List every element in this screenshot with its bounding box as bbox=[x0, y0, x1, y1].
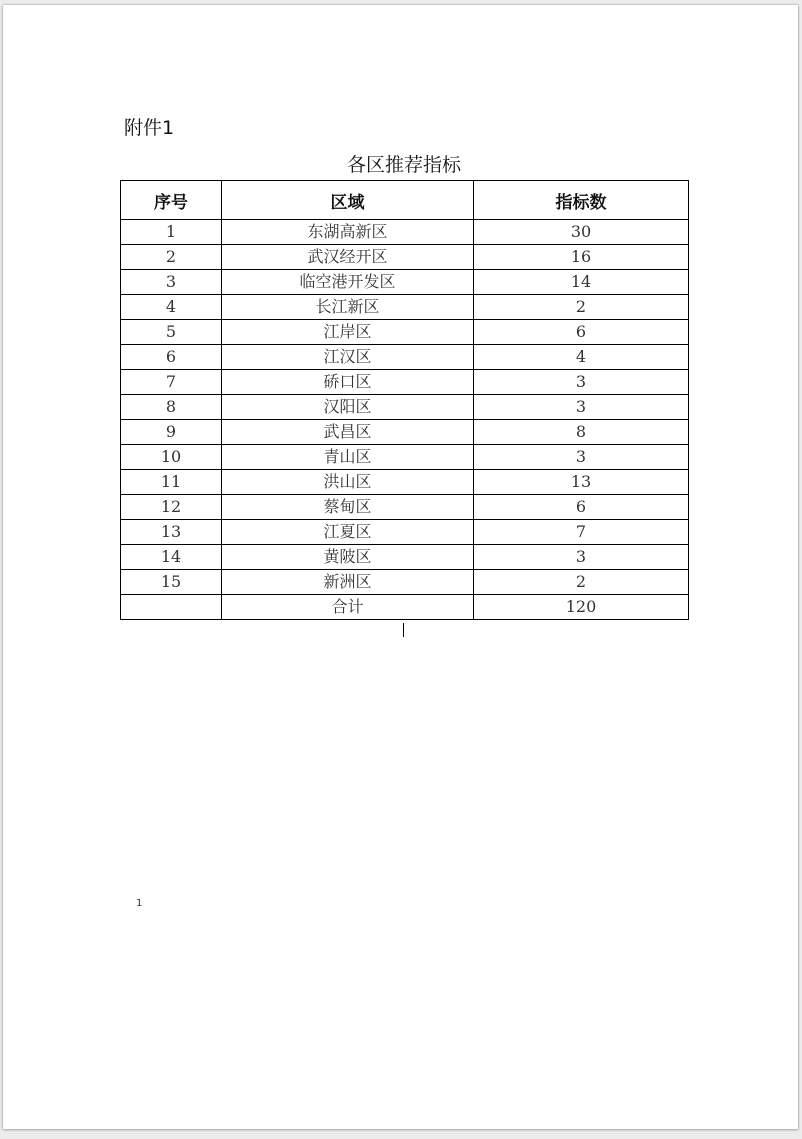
header-district: 区域 bbox=[222, 181, 474, 220]
indicator-count: 6 bbox=[474, 320, 689, 345]
indicator-count: 30 bbox=[474, 220, 689, 245]
serial-no: 15 bbox=[121, 570, 222, 595]
table-row bbox=[121, 420, 689, 445]
district-name: 汉阳区 bbox=[222, 395, 474, 420]
text-cursor-mark bbox=[403, 623, 404, 637]
indicator-count: 4 bbox=[474, 345, 689, 370]
serial-no: 5 bbox=[121, 320, 222, 345]
table-row bbox=[121, 370, 689, 395]
table-row bbox=[121, 295, 689, 320]
serial-no: 1 bbox=[121, 220, 222, 245]
serial-no: 2 bbox=[121, 245, 222, 270]
district-indicator-table bbox=[120, 180, 689, 620]
serial-no: 9 bbox=[121, 420, 222, 445]
district-name: 青山区 bbox=[222, 445, 474, 470]
table-row bbox=[121, 470, 689, 495]
indicator-count: 3 bbox=[474, 445, 689, 470]
indicator-count: 6 bbox=[474, 495, 689, 520]
table-row bbox=[121, 395, 689, 420]
header-indicator-count: 指标数 bbox=[474, 181, 689, 220]
attachment-label: 附件1 bbox=[124, 117, 175, 139]
table-row bbox=[121, 270, 689, 295]
serial-no: 10 bbox=[121, 445, 222, 470]
serial-no: 4 bbox=[121, 295, 222, 320]
header-serial-no: 序号 bbox=[121, 181, 222, 220]
indicator-count: 16 bbox=[474, 245, 689, 270]
district-name: 东湖高新区 bbox=[222, 220, 474, 245]
indicator-count: 3 bbox=[474, 370, 689, 395]
district-name: 新洲区 bbox=[222, 570, 474, 595]
table-total-row bbox=[121, 595, 689, 620]
table-row bbox=[121, 320, 689, 345]
table-row bbox=[121, 520, 689, 545]
district-name: 长江新区 bbox=[222, 295, 474, 320]
indicator-count: 3 bbox=[474, 395, 689, 420]
district-name: 硚口区 bbox=[222, 370, 474, 395]
serial-no: 6 bbox=[121, 345, 222, 370]
district-name: 临空港开发区 bbox=[222, 270, 474, 295]
table-row bbox=[121, 570, 689, 595]
district-name: 武昌区 bbox=[222, 420, 474, 445]
table-header-row bbox=[121, 181, 689, 220]
district-name: 洪山区 bbox=[222, 470, 474, 495]
total-serial-no bbox=[121, 595, 222, 620]
indicator-count: 2 bbox=[474, 570, 689, 595]
total-count: 120 bbox=[474, 595, 689, 620]
document-title: 各区推荐指标 bbox=[346, 154, 461, 176]
indicator-count: 14 bbox=[474, 270, 689, 295]
page-number: 1 bbox=[136, 898, 143, 909]
serial-no: 7 bbox=[121, 370, 222, 395]
district-name: 江夏区 bbox=[222, 520, 474, 545]
serial-no: 8 bbox=[121, 395, 222, 420]
table-row bbox=[121, 495, 689, 520]
serial-no: 14 bbox=[121, 545, 222, 570]
table-row bbox=[121, 245, 689, 270]
total-label: 合计 bbox=[222, 595, 474, 620]
indicator-count: 13 bbox=[474, 470, 689, 495]
table-row bbox=[121, 545, 689, 570]
district-name: 武汉经开区 bbox=[222, 245, 474, 270]
serial-no: 12 bbox=[121, 495, 222, 520]
district-name: 江岸区 bbox=[222, 320, 474, 345]
district-name: 江汉区 bbox=[222, 345, 474, 370]
indicator-count: 8 bbox=[474, 420, 689, 445]
document-page bbox=[3, 5, 798, 1129]
table-row bbox=[121, 345, 689, 370]
indicator-count: 2 bbox=[474, 295, 689, 320]
serial-no: 13 bbox=[121, 520, 222, 545]
serial-no: 3 bbox=[121, 270, 222, 295]
serial-no: 11 bbox=[121, 470, 222, 495]
indicator-count: 3 bbox=[474, 545, 689, 570]
table-row bbox=[121, 445, 689, 470]
indicator-count: 7 bbox=[474, 520, 689, 545]
table-row bbox=[121, 220, 689, 245]
district-name: 黄陂区 bbox=[222, 545, 474, 570]
district-name: 蔡甸区 bbox=[222, 495, 474, 520]
